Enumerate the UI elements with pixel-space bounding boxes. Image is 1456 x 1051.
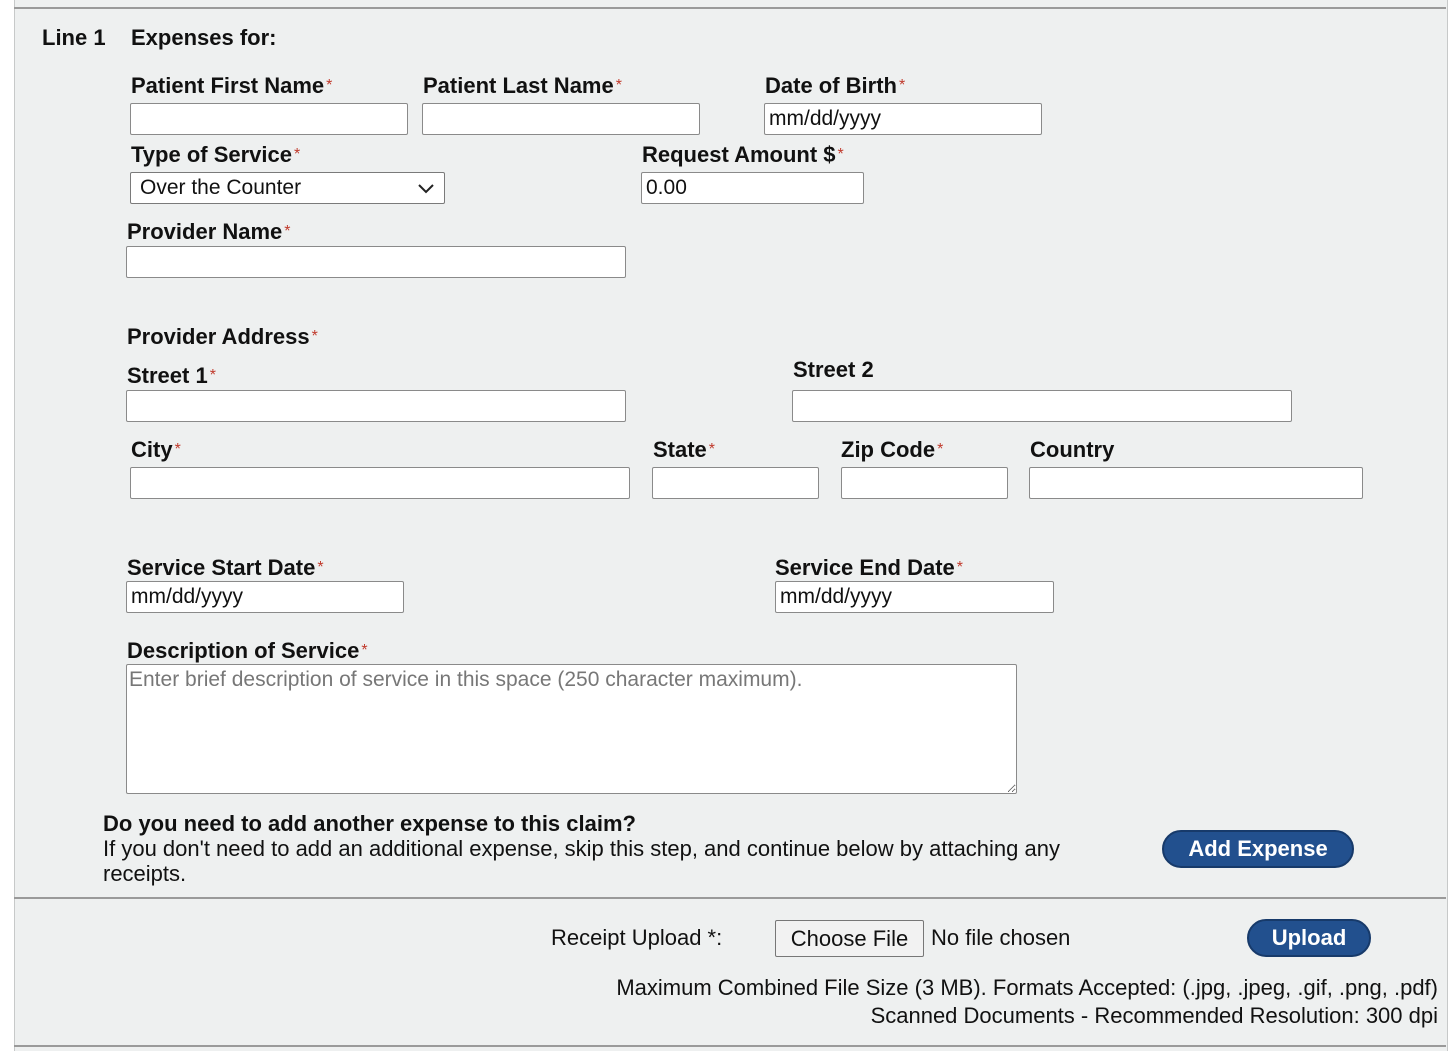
type-of-service-select[interactable] (130, 172, 445, 204)
street1-label: Street 1 * (127, 363, 216, 388)
country-input[interactable] (1029, 467, 1363, 499)
patient-first-name-label: Patient First Name * (131, 73, 333, 98)
city-label: City * (131, 437, 181, 462)
street2-input[interactable] (792, 390, 1292, 422)
date-of-birth-input[interactable] (764, 103, 1042, 135)
resolution-note: Scanned Documents - Recommended Resolution: 300 dpi (870, 1003, 1438, 1028)
provider-name-input[interactable] (126, 246, 626, 278)
bottom-divider (14, 1045, 1446, 1047)
file-status-text: No file chosen (931, 925, 1071, 950)
receipt-upload-label: Receipt Upload *: (551, 925, 723, 950)
date-of-birth-label: Date of Birth * (765, 73, 906, 98)
service-start-date-input[interactable] (126, 581, 404, 613)
zip-code-label: Zip Code * (841, 437, 944, 462)
zip-code-input[interactable] (841, 467, 1008, 499)
service-start-date-label: Service Start Date * (127, 555, 324, 580)
top-divider (14, 7, 1446, 9)
add-expense-question: Do you need to add another expense to this claim? (103, 811, 636, 836)
type-of-service-value: Over the Counter (140, 176, 302, 199)
state-input[interactable] (652, 467, 819, 499)
provider-address-label: Provider Address * (127, 324, 318, 349)
request-amount-input[interactable] (641, 172, 864, 204)
add-expense-help-line2: receipts. (103, 861, 187, 886)
request-amount-label: Request Amount $ * (642, 142, 844, 167)
city-input[interactable] (130, 467, 630, 499)
type-of-service-label: Type of Service * (131, 142, 301, 167)
upload-button[interactable]: Upload (1247, 919, 1371, 957)
file-size-note: Maximum Combined File Size (3 MB). Formats Accepted: (.jpg, .jpeg, .gif, .png, .pdf) (616, 975, 1438, 1000)
country-label: Country (1030, 437, 1115, 462)
add-expense-help-line1: If you don't need to add an additional expense, skip this step, and continue below by attaching any (103, 836, 1060, 861)
upload-divider (14, 897, 1446, 899)
chevron-down-icon (417, 182, 435, 194)
description-textarea[interactable] (126, 664, 1017, 794)
patient-last-name-label: Patient Last Name * (423, 73, 622, 98)
line-number: Line 1 (42, 25, 106, 50)
patient-first-name-input[interactable] (130, 103, 408, 135)
patient-last-name-input[interactable] (422, 103, 700, 135)
description-label: Description of Service * (127, 638, 368, 663)
street2-label: Street 2 (793, 357, 874, 382)
provider-name-label: Provider Name * (127, 219, 291, 244)
choose-file-button[interactable]: Choose File (775, 920, 924, 957)
section-heading: Expenses for: (131, 25, 277, 50)
state-label: State * (653, 437, 716, 462)
service-end-date-input[interactable] (775, 581, 1054, 613)
add-expense-button[interactable]: Add Expense (1162, 830, 1354, 868)
street1-input[interactable] (126, 390, 626, 422)
service-end-date-label: Service End Date * (775, 555, 963, 580)
